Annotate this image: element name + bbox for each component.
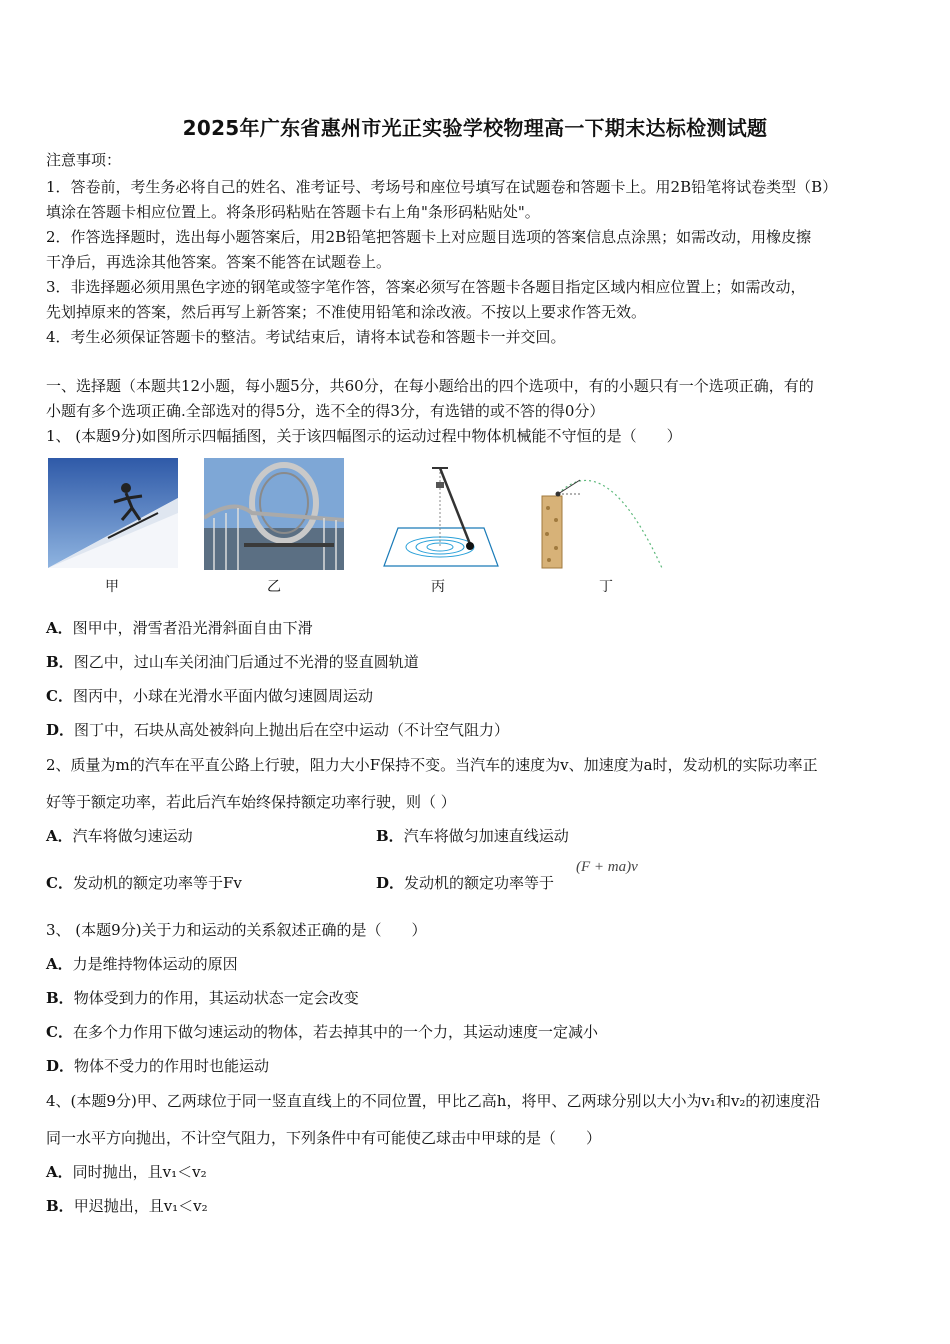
question-1-option-d bbox=[46, 720, 908, 740]
question-1-option-c bbox=[46, 686, 908, 706]
power-formula: (F + ma)v bbox=[576, 859, 638, 875]
option-label: D． bbox=[376, 874, 405, 892]
question-3-option-b bbox=[46, 988, 908, 1008]
exam-title: 2025年广东省惠州市光正实验学校物理高一下期末达标检测试题 bbox=[182, 116, 768, 140]
question-2-option-b bbox=[376, 826, 676, 846]
figure-caption: 甲 bbox=[105, 579, 119, 595]
figure-caption: 乙 bbox=[267, 579, 281, 595]
figure-caption: 丁 bbox=[599, 579, 613, 595]
notice-line: 1．答卷前，考生务必将自己的姓名、准考证号、考场号和座位号填写在试题卷和答题卡上。用2B铅笔将试卷类型（B） bbox=[46, 178, 838, 196]
question-3-option-c bbox=[46, 1022, 908, 1042]
notice-line: 干净后，再选涂其他答案。答案不能答在试题卷上。 bbox=[46, 253, 392, 271]
question-2-option-c bbox=[46, 873, 346, 893]
option-text: 发动机的额定功率等于Fv bbox=[72, 874, 242, 892]
option-label: B． bbox=[46, 989, 74, 1007]
option-label: A． bbox=[46, 827, 73, 845]
notice-line: 先划掉原来的答案，然后再写上新答案；不准使用铅笔和涂改液。不按以上要求作答无效。 bbox=[46, 303, 647, 321]
section-instructions: 小题有多个选项正确.全部选对的得5分，选不全的得3分，有选错的或不答的得0分） bbox=[46, 402, 605, 420]
option-text: 图丁中，石块从高处被斜向上抛出后在空中运动（不计空气阻力） bbox=[74, 721, 510, 739]
question-4-option-b bbox=[46, 1196, 908, 1216]
section-instructions: 一、选择题（本题共12小题，每小题5分，共60分，在每小题给出的四个选项中，有的小题只有一个选项正确，有的 bbox=[46, 377, 814, 395]
question-1-option-b bbox=[46, 652, 908, 672]
option-label: A． bbox=[46, 619, 73, 637]
question-2-option-d bbox=[376, 873, 576, 893]
option-text: 物体受到力的作用，其运动状态一定会改变 bbox=[73, 989, 359, 1007]
notice-line: 3．非选择题必须用黑色字迹的钢笔或签字笔作答，答案必须写在答题卡各题目指定区域内相应位置上；如需改动， bbox=[46, 278, 806, 296]
question-4-stem: 4、(本题9分)甲、乙两球位于同一竖直直线上的不同位置，甲比乙高h，将甲、乙两球分别以大小为v₁和v₂的初速度沿 bbox=[46, 1092, 821, 1110]
option-label: C． bbox=[46, 687, 73, 705]
skier-figure bbox=[48, 458, 178, 568]
option-text: 甲迟抛出，且v₁＜v₂ bbox=[73, 1197, 208, 1215]
question-3-stem: 3、 (本题9分)关于力和运动的关系叙述正确的是（ ） bbox=[46, 921, 427, 939]
option-label: B． bbox=[376, 827, 404, 845]
circular-motion-figure bbox=[372, 458, 508, 570]
option-text: 图乙中，过山车关闭油门后通过不光滑的竖直圆轨道 bbox=[73, 653, 419, 671]
option-label: B． bbox=[46, 653, 74, 671]
option-text: 汽车将做匀速运动 bbox=[72, 827, 193, 845]
question-2-stem: 好等于额定功率，若此后汽车始终保持额定功率行驶，则（ ） bbox=[46, 793, 456, 811]
question-3-option-a bbox=[46, 954, 908, 974]
question-2-stem: 2、质量为m的汽车在平直公路上行驶，阻力大小F保持不变。当汽车的速度为v、加速度为a时，发动机的实际功率正 bbox=[46, 756, 818, 774]
question-2-option-a bbox=[46, 826, 346, 846]
notice-heading: 注意事项： bbox=[46, 151, 122, 169]
option-label: C． bbox=[46, 874, 73, 892]
question-4-stem: 同一水平方向抛出，不计空气阻力，下列条件中有可能使乙球击中甲球的是（ ） bbox=[46, 1129, 602, 1147]
option-label: D． bbox=[46, 721, 75, 739]
option-text: 力是维持物体运动的原因 bbox=[72, 955, 238, 973]
notice-line: 2．作答选择题时，选出每小题答案后，用2B铅笔把答题卡上对应题目选项的答案信息点涂黑；如需改动，用橡皮擦 bbox=[46, 228, 812, 246]
question-1-figures bbox=[46, 458, 686, 598]
roller-coaster-figure bbox=[204, 458, 344, 570]
projectile-figure bbox=[536, 458, 676, 570]
option-text: 汽车将做匀加速直线运动 bbox=[403, 827, 569, 845]
option-text: 同时抛出，且v₁＜v₂ bbox=[72, 1163, 207, 1181]
question-1-stem: 1、 (本题9分)如图所示四幅插图，关于该四幅图示的运动过程中物体机械能不守恒的是（ ） bbox=[46, 427, 682, 445]
option-label: A． bbox=[46, 1163, 73, 1181]
figure-caption: 丙 bbox=[431, 579, 445, 595]
option-text: 图丙中，小球在光滑水平面内做匀速圆周运动 bbox=[72, 687, 373, 705]
option-text: 发动机的额定功率等于 bbox=[404, 874, 555, 892]
notice-line: 填涂在答题卡相应位置上。将条形码粘贴在答题卡右上角"条形码粘贴处"。 bbox=[46, 203, 540, 221]
option-text: 在多个力作用下做匀速运动的物体，若去掉其中的一个力，其运动速度一定减小 bbox=[72, 1023, 598, 1041]
question-1-option-a bbox=[46, 618, 908, 638]
notice-line: 4．考生必须保证答题卡的整洁。考试结束后，请将本试卷和答题卡一并交回。 bbox=[46, 328, 566, 346]
option-label: D． bbox=[46, 1057, 75, 1075]
option-text: 物体不受力的作用时也能运动 bbox=[74, 1057, 270, 1075]
option-label: A． bbox=[46, 955, 73, 973]
option-text: 图甲中，滑雪者沿光滑斜面自由下滑 bbox=[72, 619, 313, 637]
option-label: C． bbox=[46, 1023, 73, 1041]
question-3-option-d bbox=[46, 1056, 908, 1076]
option-label: B． bbox=[46, 1197, 74, 1215]
question-4-option-a bbox=[46, 1162, 908, 1182]
